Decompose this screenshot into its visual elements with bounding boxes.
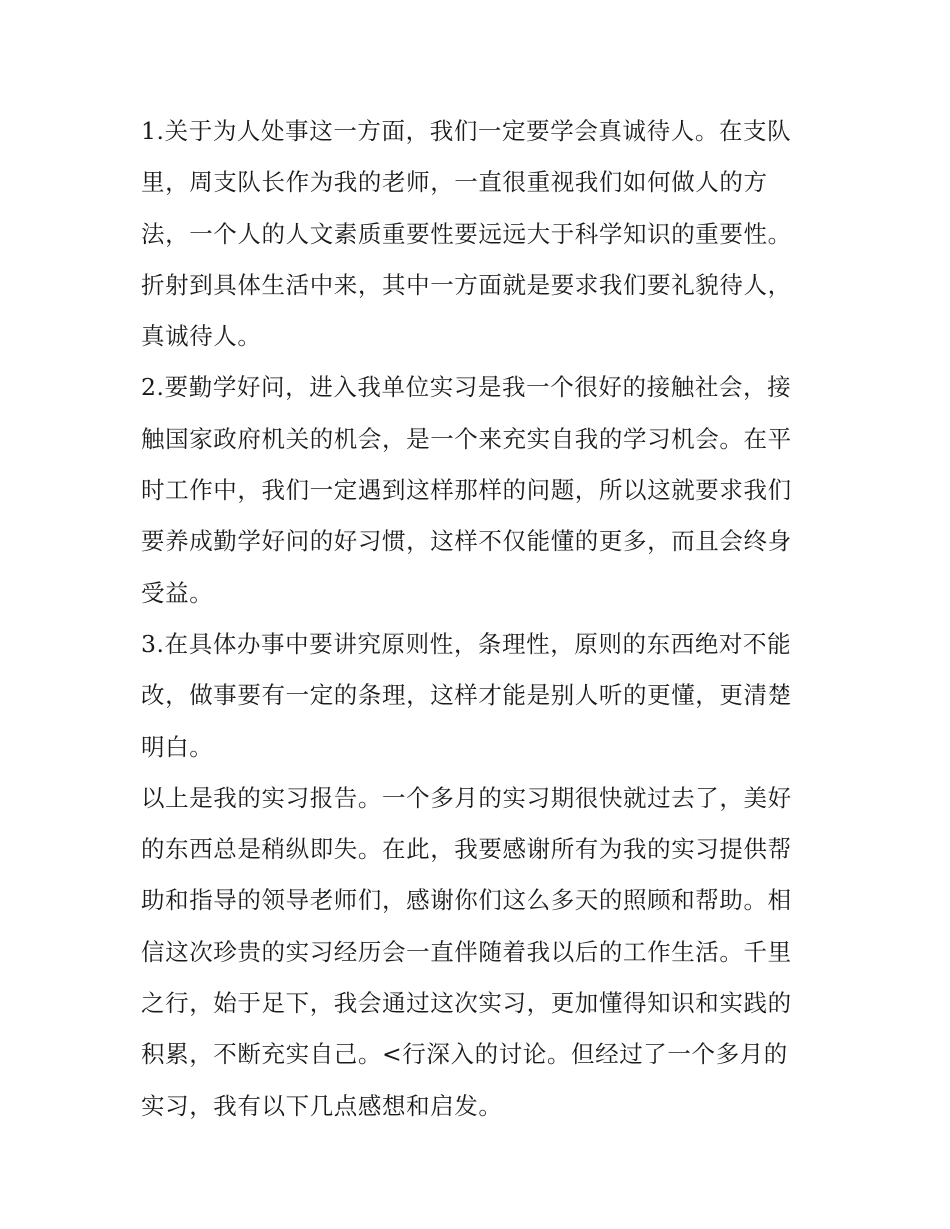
text-line: 实习，我有以下几点感想和启发。 (141, 1091, 503, 1120)
text-line: 1.关于为人处事这一方面，我们一定要学会真诚待人。在支队 (141, 117, 792, 145)
text-line: 2.要勤学好问，进入我单位实习是我一个很好的接触社会，接 (141, 373, 792, 402)
text-line: 真诚待人。 (141, 322, 262, 351)
text-line: 改，做事要有一定的条理，这样才能是别人听的更懂，更清楚 (141, 681, 792, 710)
text-line: 信这次珍贵的实习经历会一直伴随着我以后的工作生活。千里 (141, 937, 792, 966)
text-line: 触国家政府机关的机会，是一个来充实自我的学习机会。在平 (141, 424, 792, 453)
text-line: 时工作中，我们一定遇到这样那样的问题，所以这就要求我们 (141, 476, 792, 505)
document-body (141, 106, 813, 1132)
text-line: 折射到具体生活中来，其中一方面就是要求我们要礼貌待人， (141, 270, 792, 299)
text-line: 3.在具体办事中要讲究原则性，条理性，原则的东西绝对不能 (141, 629, 792, 658)
paragraph-2 (141, 362, 813, 618)
paragraph-1 (141, 106, 813, 362)
text-line: 要养成勤学好问的好习惯，这样不仅能懂的更多，而且会终身 (141, 527, 792, 556)
text-line: 的东西总是稍纵即失。在此，我要感谢所有为我的实习提供帮 (141, 835, 792, 864)
text-line: 法，一个人的人文素质重要性要远远大于科学知识的重要性。 (141, 219, 792, 248)
text-line: 受益。 (141, 578, 214, 607)
text-line: 之行，始于足下，我会通过这次实习，更加懂得知识和实践的 (141, 989, 792, 1018)
text-line: 里，周支队长作为我的老师，一直很重视我们如何做人的方 (141, 168, 768, 197)
text-line: 明白。 (141, 732, 214, 761)
text-line: 助和指导的领导老师们，感谢你们这么多天的照顾和帮助。相 (141, 886, 792, 915)
text-line: 以上是我的实习报告。一个多月的实习期很快就过去了，美好 (141, 783, 792, 812)
text-line: 积累，不断充实自己。<行深入的讨论。但经过了一个多月的 (141, 1040, 788, 1069)
paragraph-3 (141, 619, 813, 773)
paragraph-4 (141, 773, 813, 1132)
